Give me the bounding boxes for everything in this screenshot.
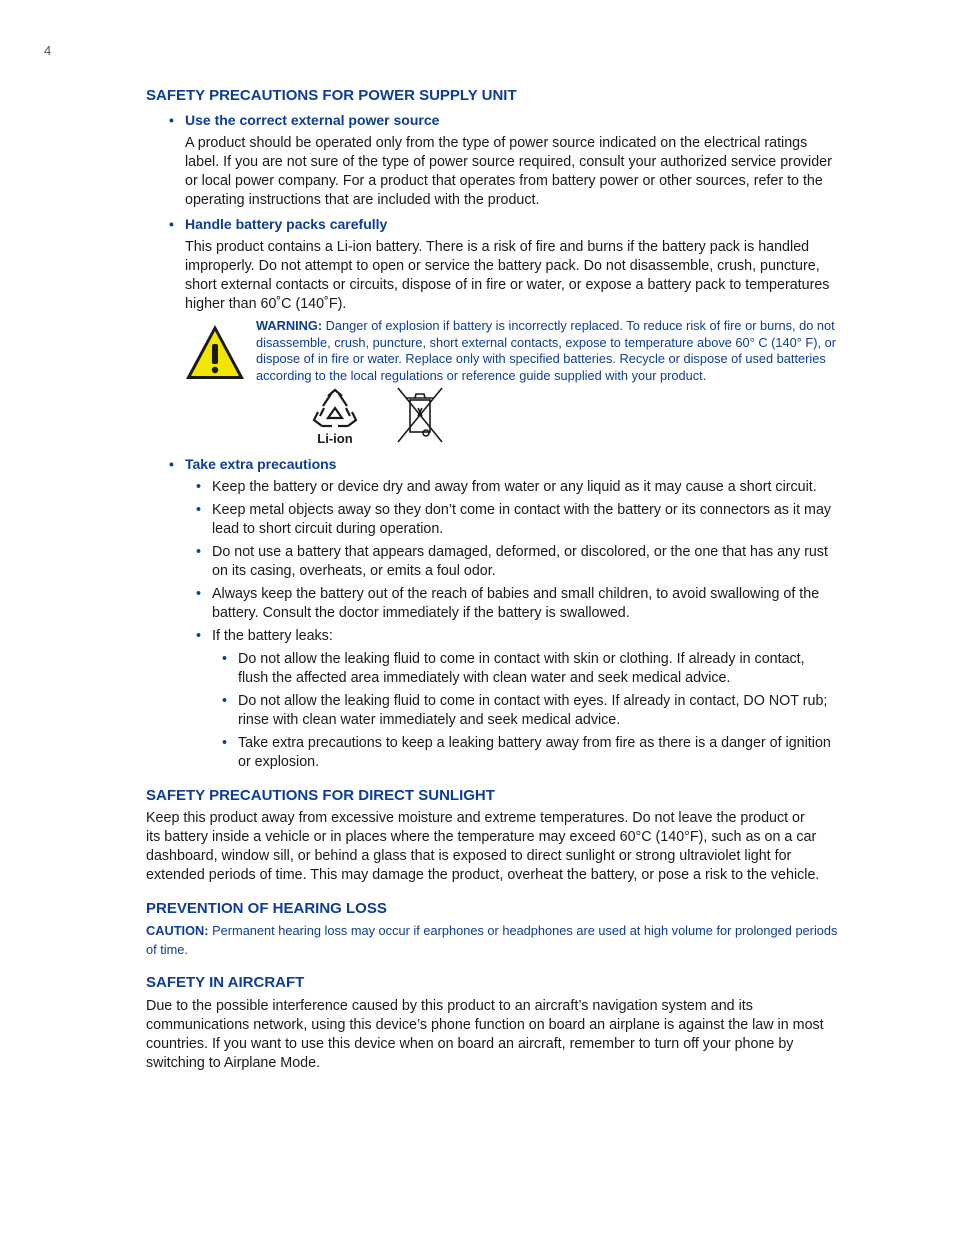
- sub-list-item: • Do not allow the leaking fluid to come in contact with eyes. If already in contact, DO NOT rub; rinse with clean water immediately and seek medical advice.: [146, 692, 858, 730]
- list-item: • Do not use a battery that appears damaged, deformed, or discolored, or the one that has any rust on its casing, overheats, or emits a foul odor.: [146, 543, 858, 581]
- crossed-out-bin-icon: [396, 386, 444, 444]
- li-ion-label: Li-ion: [317, 431, 353, 446]
- caution-hearing-loss: CAUTION: Permanent hearing loss may occur if earphones or headphones are used at high volume for prolonged periods of time.: [146, 923, 838, 957]
- paragraph-battery-packs: This product contains a Li-ion battery. There is a risk of fire and burns if the battery pack is handled improperly. Do not attempt to open or service the battery pack. Do not disassemble, crush, puncture, short external contacts or circuits, dispose of in fire or water, or expose a battery pack to temperatures higher than 60˚C (140˚F).: [185, 239, 830, 312]
- warning-text: WARNING: Danger of explosion if battery is incorrectly replaced. To reduce risk of fire or burns, do not disassemble, crush, puncture, short external contacts, expose to temperature above 60° C (140° F), or dispose of in fire or water. Replace only with specified batteries. Recycle or dispose of used batteries according to the local regulations or reference guide supplied with your product.: [256, 318, 836, 383]
- subheading-correct-power-source: • Use the correct external power source: [146, 110, 858, 130]
- li-ion-recycle-icon: [312, 388, 358, 446]
- subheading-battery-packs: • Handle battery packs carefully: [146, 214, 858, 234]
- paragraph-direct-sunlight: Keep this product away from excessive moisture and extreme temperatures. Do not leave the product or its battery inside a vehicle or in places where the temperature may exceed 60°C (140°F), such as on a car dashboard, window sill, or behind a glass that is exposed to direct sunlight or strong ultraviolet light for extended periods of time. This may damage the product, overheat the battery, or pose a risk to the vehicle.: [146, 810, 820, 883]
- paragraph-power-source: A product should be operated only from the type of power source indicated on the electrical ratings label. If you are not sure of the type of power source required, consult your authorized service provider or local power company. For a product that operates from battery power or other sources, refer to the operating instructions that are included with the product.: [185, 135, 832, 208]
- list-item: • Always keep the battery out of the reach of babies and small children, to avoid swallowing of the battery. Consult the doctor immediately if the battery is swallowed.: [146, 585, 858, 623]
- sub-list-item: • Take extra precautions to keep a leaking battery away from fire as there is a danger of ignition or explosion.: [146, 734, 858, 772]
- subheading-extra-precautions: • Take extra precautions: [146, 454, 858, 474]
- warning-triangle-icon: [185, 324, 245, 380]
- list-item: • Keep the battery or device dry and away from water or any liquid as it may cause a short circuit.: [146, 478, 858, 497]
- disposal-icons: [146, 386, 858, 448]
- sub-list-item: • Do not allow the leaking fluid to come in contact with skin or clothing. If already in contact, flush the affected area immediately with clean water and seek medical advice.: [146, 650, 858, 688]
- warning-box: [146, 318, 858, 386]
- heading-power-supply: SAFETY PRECAUTIONS FOR POWER SUPPLY UNIT: [146, 87, 517, 104]
- list-item: • Keep metal objects away so they don’t come in contact with the battery or its connectors as it may lead to short circuit during operation.: [146, 501, 858, 539]
- document-body: [146, 86, 858, 1073]
- list-item: • If the battery leaks:: [146, 627, 858, 646]
- paragraph-aircraft: Due to the possible interference caused by this product to an aircraft’s navigation system and its communications network, using this device’s phone function on board an airplane is against the law in most countries. If you want to use this device when on board an aircraft, remember to turn off your phone by switching to Airplane Mode.: [146, 998, 824, 1071]
- page-number: 4: [44, 43, 52, 58]
- heading-direct-sunlight: SAFETY PRECAUTIONS FOR DIRECT SUNLIGHT: [146, 787, 495, 804]
- heading-aircraft: SAFETY IN AIRCRAFT: [146, 974, 305, 991]
- heading-hearing-loss: PREVENTION OF HEARING LOSS: [146, 900, 387, 917]
